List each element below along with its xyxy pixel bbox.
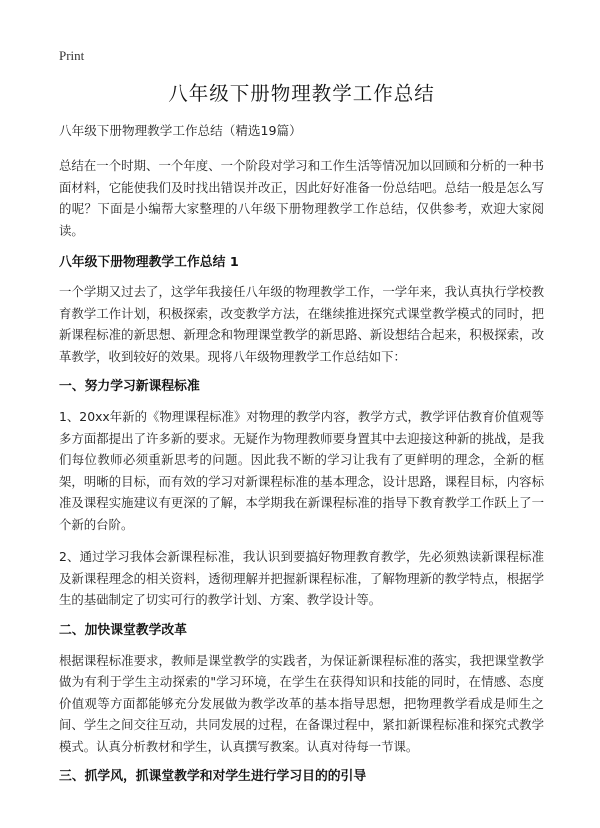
document-subtitle: 八年级下册物理教学工作总结（精选19篇） [59,123,302,138]
paragraph: 2、通过学习我体会新课程标准，我认识到要搞好物理教育教学，先必须熟读新课程标准及新课程理念的相关资料，透彻理解并把握新课程标准，了解物理新的教学特点，根据学生的基础制定了切实可行的教学计划、方案、教学设计等。 [59,549,544,607]
print-link[interactable]: Print [59,48,85,63]
paragraph: 根据课程标准要求，教师是课堂教学的实践者，为保证新课程标准的落实，我把课堂教学做为有利于学生主动探索的"学习环境，在学生在获得知识和技能的同时，在情感、态度价值观等方面都能够充分发展做为教学改革的基本指导思想，把物理教学看成是师生之间、学生之间交往互动，共同发展的过程，在备课过程中，紧扣新课程标准和探究式教学模式。认真分析教材和学生，认真撰写教案。认真对待每一节课。 [59,652,544,754]
page-title: 八年级下册物理教学工作总结 [168,82,435,105]
intro-paragraph: 总结在一个时期、一个年度、一个阶段对学习和工作生活等情况加以回顾和分析的一种书面材料，它能使我们及时找出错误并改正，因此好好准备一份总结吧。总结一般是怎么写的呢？下面是小编帮大家整理的八年级下册物理教学工作总结，仅供参考，欢迎大家阅读。 [59,158,544,238]
paragraph: 1、20xx年新的《物理课程标准》对物理的教学内容，教学方式，教学评估教育价值观等多方面都提出了许多新的要求。无疑作为物理教师要身置其中去迎接这种新的挑战，是我们每位教师必须重新思考的问题。因此我不断的学习让我有了更鲜明的理念，全新的框架，明晰的目标，而有效的学习对新课程标准的基本理念，设计思路，课程目标，内容标准及课程实施建议有更深的了解，本学期我在新课程标准的指导下教育教学工作跃上了一个新的台阶。 [59,409,544,532]
document-body [59,78,544,786]
subsection-heading-2: 二、加快课堂教学改革 [59,622,187,638]
section-heading: 八年级下册物理教学工作总结 1 [59,255,239,270]
subsection-heading-1: 一、努力学习新课程标准 [59,379,200,394]
subsection-heading-3: 三、抓学风，抓课堂教学和对学生进行学习目的的引导 [59,769,367,784]
section-opening-paragraph: 一个学期又过去了，这学年我接任八年级的物理教学工作，一学年来，我认真执行学校教育教学工作计划，积极探索，改变教学方法，在继续推进探究式课堂教学模式的同时，把新课程标准的新思想、新理念和物理课堂教学的新思路、新设想结合起来，积极探索，改革教学，收到较好的效果。现将八年级物理教学工作总结如下： [59,284,544,364]
